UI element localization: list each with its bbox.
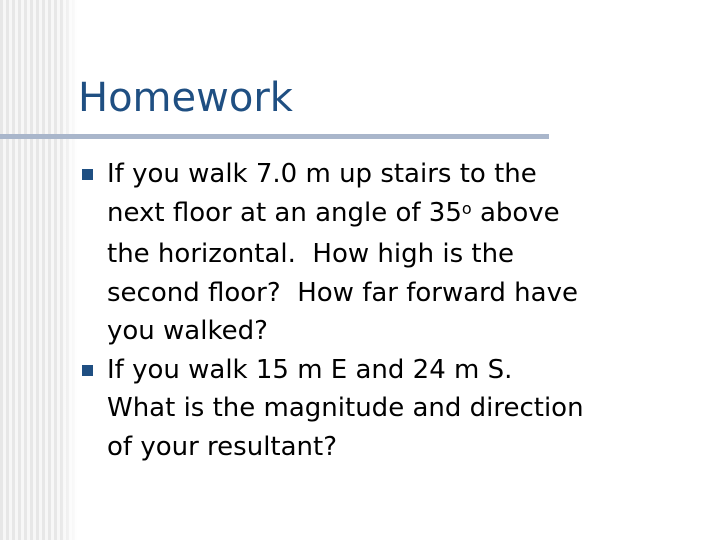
bullet-item-resultant (80, 351, 710, 467)
bullet-text-line: What is the magnitude and direction (107, 393, 584, 423)
bullet-text-line (107, 194, 710, 236)
degree-superscript: o (461, 198, 472, 218)
bullet-text-fragment: next floor at an angle of 35 (107, 197, 462, 228)
bullet-text-line: If you walk 15 m E and 24 m S. (107, 354, 513, 385)
slide-title: Homework (78, 75, 293, 121)
bullet-text-line: the horizontal. How high is the (107, 239, 515, 269)
bullet-text-line: of your resultant? (107, 431, 338, 462)
bullet-list (80, 155, 710, 466)
square-bullet-icon (82, 365, 93, 376)
title-underline (0, 134, 549, 139)
bullet-text-fragment: above (471, 197, 560, 228)
bullet-item-stairs (80, 155, 710, 351)
square-bullet-icon (82, 169, 93, 180)
bullet-text-line: If you walk 7.0 m up stairs to the (107, 159, 537, 189)
bullet-text-line: second floor? How far forward have (107, 277, 578, 308)
bullet-text-line: you walked? (107, 316, 268, 346)
